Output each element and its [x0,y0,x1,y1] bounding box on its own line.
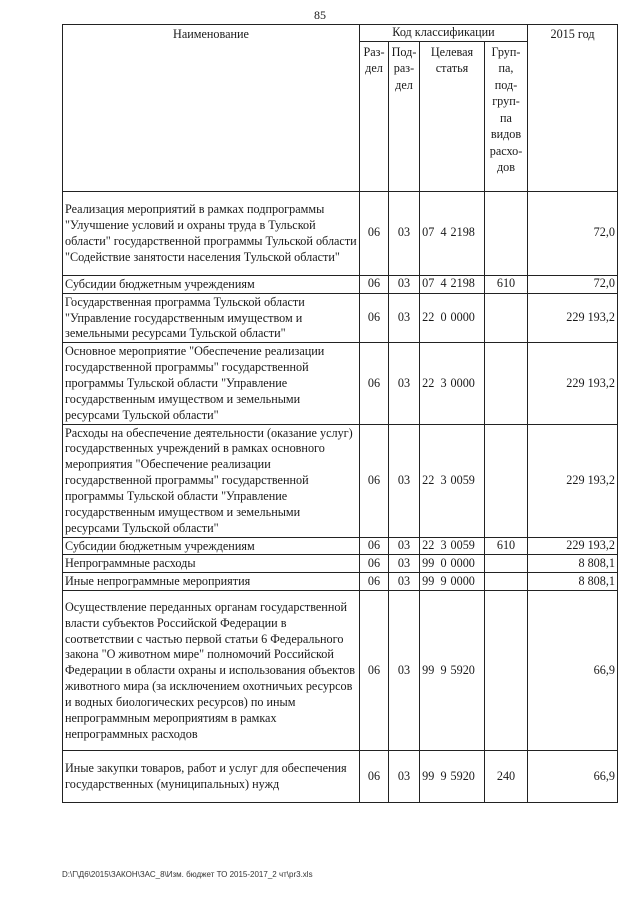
row-name: Иные закупки товаров, работ и услуг для обеспечения государственных (муниципальных) нужд [63,751,360,803]
row-podrazdel: 03 [389,751,420,803]
row-name: Реализация мероприятий в рамках подпрограммы "Улучшение условий и охраны труда в Тульской области" государственной программы Тульской области "Содействие занятости населения Тульской области" [63,191,360,275]
row-target-direction: 0000 [449,293,485,343]
header-razdel: Раз- дел [360,41,389,191]
budget-table [62,24,618,803]
row-amount: 229 193,2 [528,537,618,555]
header-code-classification: Код классификации [360,25,528,42]
row-target-program: 99 [420,573,439,591]
row-podrazdel: 03 [389,573,420,591]
row-target-direction: 2198 [449,275,485,293]
row-target-program: 99 [420,555,439,573]
row-target-subprogram: 9 [439,573,449,591]
row-razdel: 06 [360,555,389,573]
row-name: Иные непрограммные мероприятия [63,573,360,591]
row-expense-group: 610 [485,537,528,555]
row-target-program: 22 [420,343,439,424]
row-expense-group [485,591,528,751]
row-target-subprogram: 9 [439,591,449,751]
page-number: 85 [314,8,326,22]
row-target-program: 22 [420,293,439,343]
table-row [63,555,618,573]
row-target-subprogram: 9 [439,751,449,803]
row-target-program: 99 [420,591,439,751]
row-razdel: 06 [360,591,389,751]
row-target-subprogram: 3 [439,424,449,537]
row-target-direction: 5920 [449,591,485,751]
row-podrazdel: 03 [389,191,420,275]
row-amount: 66,9 [528,751,618,803]
row-razdel: 06 [360,537,389,555]
row-amount: 8 808,1 [528,555,618,573]
row-podrazdel: 03 [389,293,420,343]
row-podrazdel: 03 [389,555,420,573]
row-podrazdel: 03 [389,343,420,424]
row-expense-group [485,424,528,537]
row-target-direction: 0059 [449,537,485,555]
row-target-subprogram: 0 [439,293,449,343]
row-razdel: 06 [360,343,389,424]
row-razdel: 06 [360,573,389,591]
row-amount: 229 193,2 [528,293,618,343]
row-expense-group: 240 [485,751,528,803]
row-target-direction: 5920 [449,751,485,803]
row-name: Субсидии бюджетным учреждениям [63,537,360,555]
row-target-subprogram: 3 [439,537,449,555]
row-target-direction: 2198 [449,191,485,275]
row-razdel: 06 [360,275,389,293]
row-podrazdel: 03 [389,537,420,555]
row-podrazdel: 03 [389,424,420,537]
row-target-program: 22 [420,424,439,537]
row-target-subprogram: 4 [439,275,449,293]
row-amount: 8 808,1 [528,573,618,591]
header-expense-group: Груп- па, под- груп- па видов расхо- дов [485,41,528,191]
row-name: Государственная программа Тульской области "Управление государственным имуществом и земельными ресурсами Тульской области" [63,293,360,343]
table-row [63,591,618,751]
row-expense-group [485,293,528,343]
row-expense-group [485,343,528,424]
footer-file-path: D:\Г\Д6\2015\ЗАКОН\ЗАС_8\Изм. бюджет ТО 2015-2017_2 чт\pr3.xls [62,870,313,879]
table-row [63,424,618,537]
row-expense-group [485,555,528,573]
table-row [63,191,618,275]
row-amount: 66,9 [528,591,618,751]
table-row [63,537,618,555]
row-name: Основное мероприятие "Обеспечение реализации государственной программы" государственной программы Тульской области "Управление государственным имуществом и земельными ресурсами Тульской области" [63,343,360,424]
header-podrazdel: Под- раз- дел [389,41,420,191]
row-target-program: 07 [420,191,439,275]
row-target-program: 99 [420,751,439,803]
row-expense-group [485,573,528,591]
row-expense-group [485,191,528,275]
table-row [63,343,618,424]
row-razdel: 06 [360,751,389,803]
table-body [63,191,618,802]
row-razdel: 06 [360,191,389,275]
header-name: Наименование [63,25,360,192]
row-target-subprogram: 0 [439,555,449,573]
table-row [63,293,618,343]
row-target-direction: 0000 [449,555,485,573]
row-target-direction: 0000 [449,343,485,424]
table-row [63,573,618,591]
header-year: 2015 год [528,25,618,192]
row-name: Субсидии бюджетным учреждениям [63,275,360,293]
row-name: Расходы на обеспечение деятельности (оказание услуг) государственных учреждений в рамках основного мероприятия "Обеспечение реализации государственной программы" государственной программы Тульской области "Управление государственным имуществом и земельными ресурсами Тульской области" [63,424,360,537]
row-name: Осуществление переданных органам государственной власти субъектов Российской Федерации в соответствии с частью первой статьи 6 Федерального закона "О животном мире" полномочий Российской Федерации в области охраны и использования объектов животного мира (за исключением охотничьих ресурсов и водных биологических ресурсов) по иным непрограммным мероприятиям в рамках непрограммных расходов [63,591,360,751]
header-target-article: Целевая статья [420,41,485,191]
row-expense-group: 610 [485,275,528,293]
row-amount: 72,0 [528,191,618,275]
row-name: Непрограммные расходы [63,555,360,573]
row-amount: 229 193,2 [528,424,618,537]
row-target-direction: 0059 [449,424,485,537]
row-target-subprogram: 4 [439,191,449,275]
row-podrazdel: 03 [389,591,420,751]
row-target-direction: 0000 [449,573,485,591]
row-podrazdel: 03 [389,275,420,293]
row-amount: 72,0 [528,275,618,293]
table-row [63,751,618,803]
table-row [63,275,618,293]
row-target-program: 22 [420,537,439,555]
row-target-subprogram: 3 [439,343,449,424]
row-target-program: 07 [420,275,439,293]
row-razdel: 06 [360,293,389,343]
row-razdel: 06 [360,424,389,537]
row-amount: 229 193,2 [528,343,618,424]
